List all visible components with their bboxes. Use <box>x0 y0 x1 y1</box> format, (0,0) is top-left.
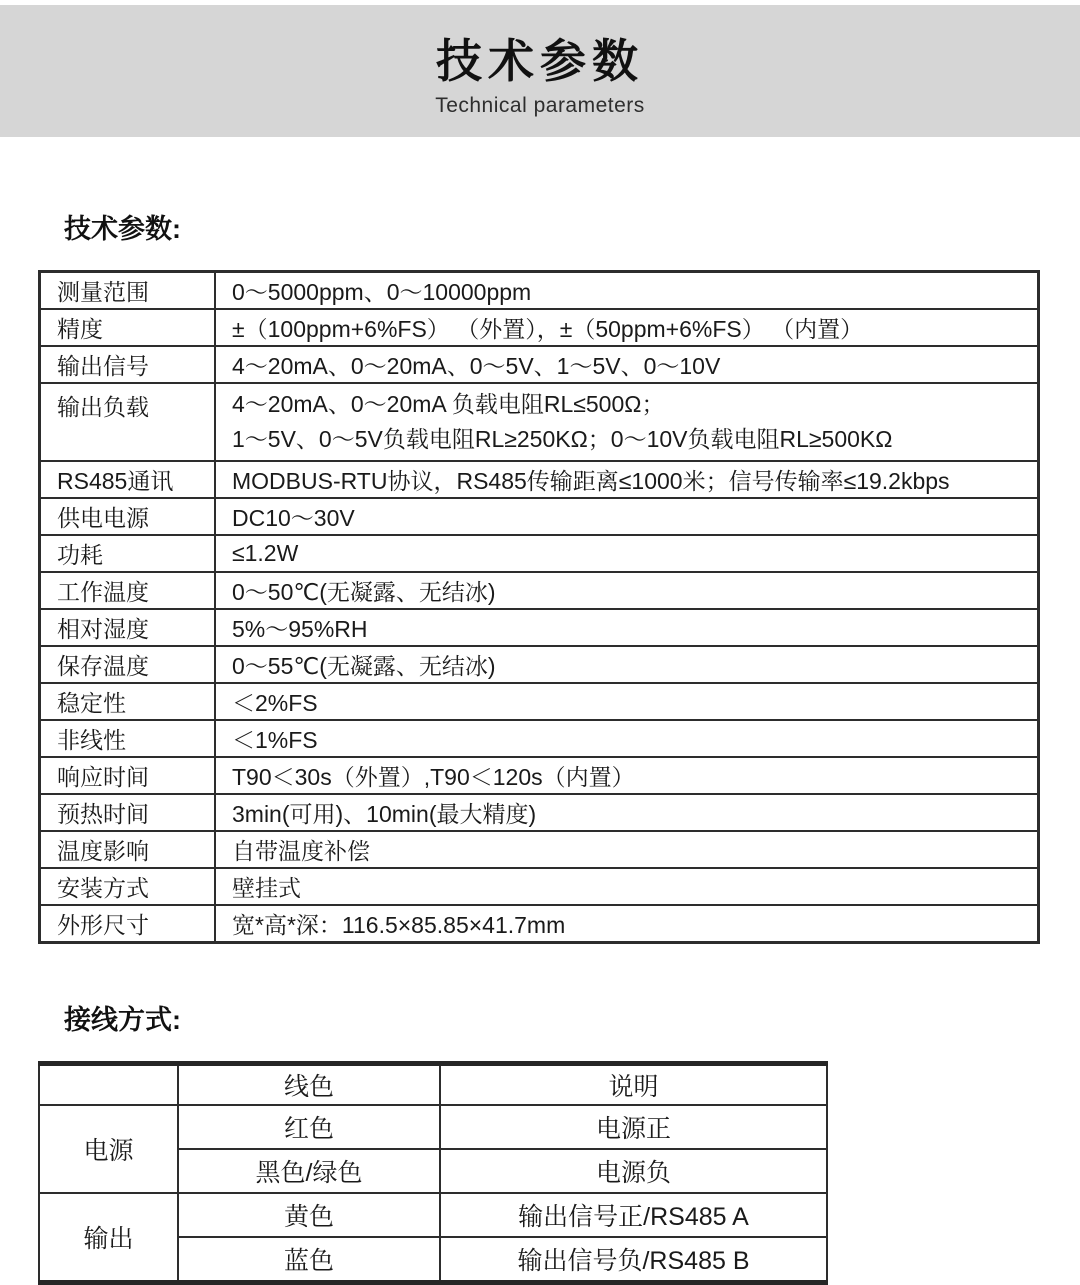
spec-row-power-supply <box>40 498 1039 535</box>
spec-table <box>38 270 1040 944</box>
page-subtitle: Technical parameters <box>435 93 645 117</box>
wire-color-cell: 黑色/绿色 <box>178 1149 440 1193</box>
spec-value-cell: 0～50℃(无凝露、无结冰) <box>215 572 1039 609</box>
wiring-section-heading: 接线方式: <box>64 1005 181 1035</box>
spec-label-cell: 工作温度 <box>40 572 216 609</box>
spec-label-cell: 稳定性 <box>40 683 216 720</box>
spec-label-cell: 输出负载 <box>40 383 216 461</box>
specs-section-heading: 技术参数: <box>64 214 181 244</box>
spec-value-cell: 0～55℃(无凝露、无结冰) <box>215 646 1039 683</box>
spec-label-cell: 相对湿度 <box>40 609 216 646</box>
spec-label-cell: 测量范围 <box>40 272 216 310</box>
wire-color-cell: 红色 <box>178 1105 440 1149</box>
spec-value-line2: 1～5V、0～5V负载电阻RL≥250KΩ；0～10V负载电阻RL≥500KΩ <box>232 426 893 452</box>
spec-row-power-consumption <box>40 535 1039 572</box>
page <box>0 5 1080 1275</box>
wire-desc-cell: 输出信号负/RS485 B <box>440 1237 827 1283</box>
spec-label-cell: 预热时间 <box>40 794 216 831</box>
wiring-row-output-yellow <box>39 1193 827 1237</box>
wire-desc-cell: 电源负 <box>440 1149 827 1193</box>
spec-value-cell: 0～5000ppm、0～10000ppm <box>215 272 1039 310</box>
spec-row-measure-range <box>40 272 1039 310</box>
wiring-header-color: 线色 <box>178 1064 440 1106</box>
spec-value-cell: T90＜30s（外置）,T90＜120s（内置） <box>215 757 1039 794</box>
spec-value-cell: ＜2%FS <box>215 683 1039 720</box>
spec-label-cell: RS485通讯 <box>40 461 216 498</box>
spec-value-cell: 壁挂式 <box>215 868 1039 905</box>
spec-row-stability <box>40 683 1039 720</box>
spec-row-temp-effect <box>40 831 1039 868</box>
spec-label-cell: 供电电源 <box>40 498 216 535</box>
title-band <box>0 5 1080 137</box>
wiring-header-group <box>39 1064 178 1106</box>
spec-row-working-temp <box>40 572 1039 609</box>
wire-color-cell: 蓝色 <box>178 1237 440 1283</box>
wiring-header-desc: 说明 <box>440 1064 827 1106</box>
wiring-group-output: 输出 <box>39 1193 178 1283</box>
spec-label-cell: 保存温度 <box>40 646 216 683</box>
spec-row-mounting <box>40 868 1039 905</box>
spec-value-cell: ＜1%FS <box>215 720 1039 757</box>
spec-label-cell: 安装方式 <box>40 868 216 905</box>
spec-row-rs485 <box>40 461 1039 498</box>
spec-value-cell: 4～20mA、0～20mA、0～5V、1～5V、0～10V <box>215 346 1039 383</box>
spec-row-output-load <box>40 383 1039 461</box>
spec-label-cell: 输出信号 <box>40 346 216 383</box>
spec-value-cell <box>215 383 1039 461</box>
spec-value-cell: 自带温度补偿 <box>215 831 1039 868</box>
spec-label-cell: 响应时间 <box>40 757 216 794</box>
page-title: 技术参数 <box>436 34 644 87</box>
spec-row-relative-humidity <box>40 609 1039 646</box>
wiring-group-power: 电源 <box>39 1105 178 1193</box>
spec-row-output-signal <box>40 346 1039 383</box>
spec-row-accuracy <box>40 309 1039 346</box>
spec-row-dimensions <box>40 905 1039 943</box>
wire-desc-cell: 电源正 <box>440 1105 827 1149</box>
wiring-table <box>38 1061 828 1285</box>
spec-row-nonlinearity <box>40 720 1039 757</box>
spec-value-cell: MODBUS-RTU协议，RS485传输距离≤1000米；信号传输率≤19.2kbps <box>215 461 1039 498</box>
spec-row-storage-temp <box>40 646 1039 683</box>
spec-label-cell: 精度 <box>40 309 216 346</box>
spec-row-response-time <box>40 757 1039 794</box>
wiring-header-row <box>39 1064 827 1106</box>
spec-value-cell: DC10～30V <box>215 498 1039 535</box>
spec-value-line1: 4～20mA、0～20mA 负载电阻RL≤500Ω； <box>232 391 665 417</box>
spec-value-cell: 5%～95%RH <box>215 609 1039 646</box>
wiring-row-power-red <box>39 1105 827 1149</box>
spec-label-cell: 温度影响 <box>40 831 216 868</box>
spec-value-cell: 宽*高*深：116.5×85.85×41.7mm <box>215 905 1039 943</box>
spec-label-cell: 非线性 <box>40 720 216 757</box>
spec-row-warmup-time <box>40 794 1039 831</box>
spec-value-cell: 3min(可用)、10min(最大精度) <box>215 794 1039 831</box>
wire-color-cell: 黄色 <box>178 1193 440 1237</box>
spec-value-cell: ±（100ppm+6%FS） （外置），±（50ppm+6%FS） （内置） <box>215 309 1039 346</box>
wire-desc-cell: 输出信号正/RS485 A <box>440 1193 827 1237</box>
spec-label-cell: 外形尺寸 <box>40 905 216 943</box>
spec-value-cell: ≤1.2W <box>215 535 1039 572</box>
spec-label-cell: 功耗 <box>40 535 216 572</box>
